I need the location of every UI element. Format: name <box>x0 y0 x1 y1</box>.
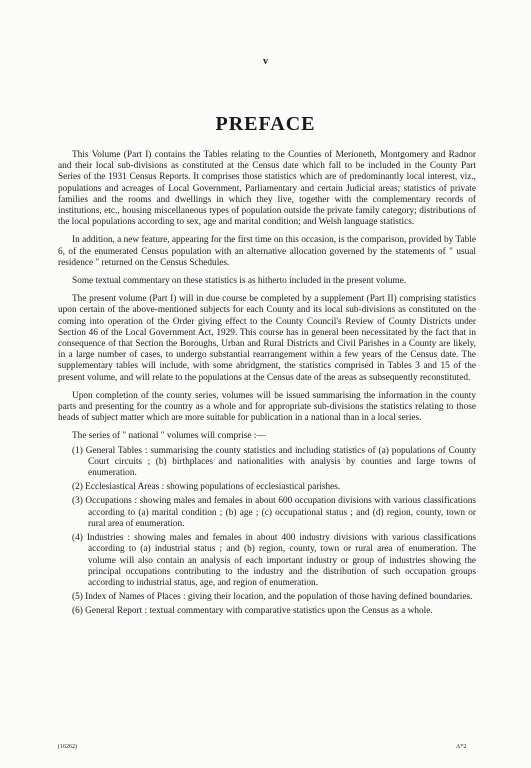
page-number: v <box>263 56 268 67</box>
signature-mark: A*2 <box>456 744 467 750</box>
list-item: (5) Index of Names of Places : giving their location, and the population of those having defined boundaries. <box>72 592 473 603</box>
print-code: (16262) <box>58 744 77 750</box>
list-item: (6) General Report : textual commentary with comparative statistics upon the Census as a whole. <box>72 606 433 617</box>
list-item: (3) Occupations : showing males and females in about 600 occupation divisions with various classifications according to (a) marital condition ; (b) age ; (c) occupational status ; and (d) region, county, town or rural area of enumeration. <box>72 496 476 529</box>
paragraph: Upon completion of the county series, volumes will be issued summarising the information in the county parts and presenting for the country as a whole and for appropriate sub-divisions the statistics relating to those heads of subject matter which are more suitable for publication in a national than in a local series. <box>58 390 476 424</box>
preface-body <box>58 150 476 621</box>
list-item: (1) General Tables : summarising the county statistics and including statistics of (a) populations of County Court circuits ; (b) birthplaces and nationalities with analysis by counties and large towns of enumeration. <box>72 445 476 479</box>
paragraph: The present volume (Part I) will in due course be completed by a supplement (Part II) comprising statistics upon certain of the above-mentioned subjects for each County and its local sub-divisions as constituted on the coming into operation of the Order giving effect to the County Council's Review of County Districts under Section 46 of the Local Government Act, 1929. This course has in general been necessitated by the fact that in consequence of that Section the Boroughs, Urban and Rural Districts and Civil Parishes in a County are likely, in a large number of cases, to undergo substantial rearrangement within a few years of the Census date. The supplementary tables will include, with some abridgment, the statistics comprised in Tables 3 and 15 of the present volume, and will relate to the populations at the Census date of the areas as subsequently reconstituted. <box>58 294 476 383</box>
list-item: (2) Ecclesiastical Areas : showing populations of ecclesiastical parishes. <box>72 482 341 493</box>
paragraph: In addition, a new feature, appearing for the first time on this occasion, is the comparison, provided by Table 6, of the enumerated Census population with an alternative allocation governed by the statements of " usual residence " returned on the Census Schedules. <box>58 235 476 268</box>
paragraph: Some textual commentary on these statistics is as hitherto included in the present volume. <box>72 276 407 287</box>
list-item: (4) Industries : showing males and females in about 400 industry divisions with various classifications according to (a) industrial status ; and (b) region, county, town or rural area of enumeration. The volume will also contain an analysis of each important industry or group of industries showing the principal occupations contributing to the industry and the distribution of such occupation groups according to industrial status, age, and region of enumeration. <box>72 533 476 588</box>
page-title: PREFACE <box>215 113 316 135</box>
paragraph: This Volume (Part I) contains the Tables relating to the Counties of Merioneth, Montgomery and Radnor and their local sub-divisions as constituted at the Census date which fall to be included in the County Part Series of the 1931 Census Reports. It comprises those statistics which are of predominantly local interest, viz., populations and acreages of Local Government, Parliamentary and certain Judicial areas; statistics of private families and the rooms and dwellings in which they live, together with the complementary records of institutions, etc., housing miscellaneous types of population outside the private family category; distributions of the local populations according to sex, age and marital condition; and Welsh language statistics. <box>58 150 476 228</box>
series-intro: The series of " national " volumes will comprise :— <box>72 431 266 442</box>
series-list <box>58 446 476 618</box>
